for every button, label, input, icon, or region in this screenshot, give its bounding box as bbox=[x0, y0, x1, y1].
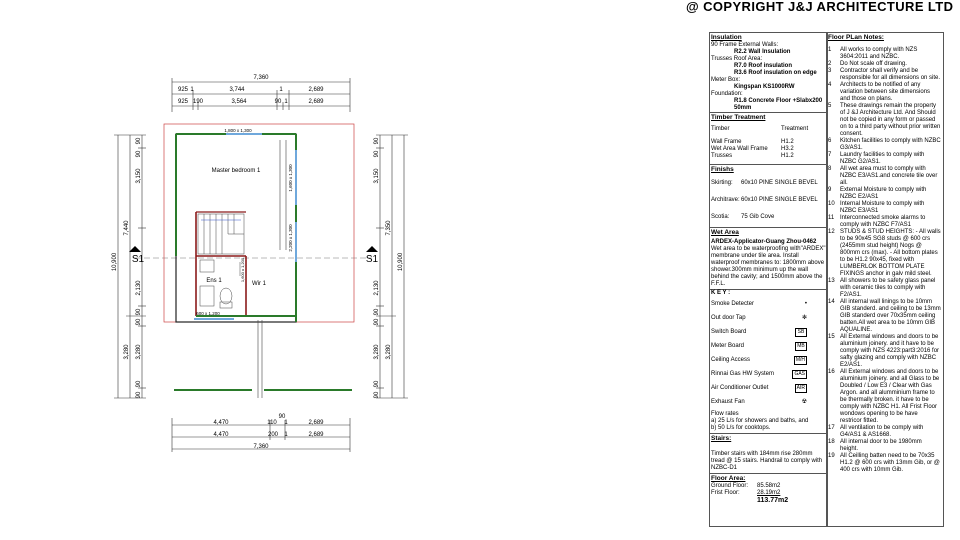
note-item bbox=[827, 439, 943, 453]
note-text: All External windows and doors to be aluminium joinery. and all Glass to be Doubled / Low E3 / Clear with Gas Argon. and all alumminium frame to be thermally broken. it have to be comply with NZBC H1. All Frist Floor wondows opening to be have restricor fitted. bbox=[840, 369, 940, 424]
finishes-title: Finishs bbox=[710, 164, 827, 174]
timber-row-value: H1.2 bbox=[781, 153, 794, 159]
window-label-right-b: 2,200 x 1,300 bbox=[288, 224, 293, 252]
note-text: Do Not scale off drawing. bbox=[840, 61, 907, 67]
room-label-master: Master bedroom 1 bbox=[211, 168, 261, 174]
gas-hw-icon: GAS bbox=[794, 370, 805, 377]
note-number: 11 bbox=[828, 215, 835, 221]
insulation-line: R7.0 Roof insulation bbox=[734, 63, 793, 69]
key-row bbox=[710, 381, 827, 395]
dim-left-part-e: 90 bbox=[136, 308, 142, 316]
key-row bbox=[710, 395, 827, 409]
dim-left-part-g: 3,280 bbox=[136, 344, 142, 360]
note-text: All internal door to be 1980mm height. bbox=[840, 439, 922, 452]
finish-row bbox=[710, 214, 827, 221]
dim-bot-r1-d: 1 bbox=[284, 420, 288, 426]
dim-right-part-e: 90 bbox=[374, 308, 380, 316]
note-item bbox=[827, 278, 943, 299]
flow-rates: Flow rates a) 25 L/s for showers and baths, and b) 50 L/s for cooktops. bbox=[711, 411, 809, 431]
insulation-line: Trusses Roof Area: bbox=[711, 56, 763, 62]
note-item bbox=[827, 201, 943, 215]
dim-left-part-i: 90 bbox=[136, 391, 142, 399]
dim-left-part-d: 2,130 bbox=[136, 280, 142, 296]
window-label-top: 1,800 x 1,300 bbox=[224, 128, 252, 133]
note-number: 5 bbox=[828, 103, 832, 109]
dim-top-r2-a: 925 bbox=[177, 99, 189, 105]
insulation-title: Insulation bbox=[711, 34, 742, 41]
note-text: Laundry facilities to comply with NZBC G2/AS1. bbox=[840, 152, 925, 165]
insulation-line: Kingspan KS1000RW bbox=[734, 84, 795, 90]
wet-area-text: Wet area to be waterproofing with"ARDEX" membrane under tile area. Install waterproof membranes to: 1800mm above shower.300mm minimum up the wall behind the cavity; and 1500mm above the F.F.L. bbox=[711, 246, 826, 287]
dim-right-part-c: 3,150 bbox=[374, 168, 380, 184]
note-text: Internal Moisture to comply with NZBC E3/AS1 bbox=[840, 201, 925, 214]
notes-panel bbox=[826, 32, 944, 527]
timber-title: Timber Treatment bbox=[710, 112, 827, 122]
window-label-ensuite: 600 x 1,200 bbox=[196, 311, 220, 316]
meter-board-icon: MB bbox=[795, 342, 807, 351]
finish-label: Architrave: bbox=[711, 197, 740, 203]
roof-outline bbox=[164, 124, 354, 322]
insulation-line: 50mm bbox=[734, 105, 752, 111]
ensuite-window bbox=[194, 318, 234, 320]
building-walls bbox=[176, 134, 296, 322]
note-item bbox=[827, 215, 943, 229]
note-text: All internal wall linings to be 10mm GIB standerd. and ceiling to be 13mm GIB standerd over 70x35mm ceiling batten.All wet area to be 10mm GIB AQUALINE. bbox=[840, 299, 941, 333]
note-text: Kitchen facilities to comply with NZBC G3/AS1. bbox=[840, 138, 941, 151]
note-number: 1 bbox=[828, 47, 832, 53]
dim-right-part-g: 3,280 bbox=[374, 344, 380, 360]
floor-area-row bbox=[710, 490, 827, 497]
floor-area-value: 85.58m2 bbox=[757, 483, 781, 489]
timber-row bbox=[710, 146, 827, 153]
dim-bot-r1-e: 2,689 bbox=[308, 420, 324, 426]
dim-left-sub-a: 7,440 bbox=[124, 220, 130, 236]
timber-row-value: H1.2 bbox=[781, 139, 794, 145]
exhaust-fan-icon: ☢ bbox=[801, 398, 807, 405]
stairs bbox=[198, 214, 244, 254]
key-label: Meter Board bbox=[711, 342, 745, 349]
key-row bbox=[710, 311, 827, 325]
note-number: 9 bbox=[828, 187, 832, 193]
dim-left-sub-b: 3,280 bbox=[124, 344, 130, 360]
note-number: 2 bbox=[828, 61, 832, 67]
dim-right-sub-a: 7,350 bbox=[386, 220, 392, 236]
dim-bot-r1-c: 90 bbox=[278, 414, 286, 420]
dim-right-part-d: 2,130 bbox=[374, 280, 380, 296]
lower-level-lines bbox=[258, 320, 262, 398]
dim-bot-r2-b: 200 bbox=[267, 432, 279, 438]
dim-right-overall: 10,900 bbox=[398, 252, 404, 272]
note-item bbox=[827, 166, 943, 187]
ensuite-fixtures bbox=[200, 260, 232, 308]
insulation-line: Foundation: bbox=[711, 91, 743, 97]
air-conditioner-icon: AIR bbox=[796, 384, 805, 391]
switch-board-icon: SB bbox=[795, 328, 807, 337]
note-item bbox=[827, 68, 943, 82]
key-row bbox=[710, 339, 827, 353]
note-number: 10 bbox=[828, 201, 835, 207]
note-number: 16 bbox=[828, 369, 835, 375]
note-text: All ventilation to be comply with G4/AS1 & AS1668. bbox=[840, 425, 924, 438]
timber-row bbox=[710, 139, 827, 146]
floor-area-total: 113.77m2 bbox=[757, 497, 789, 504]
dim-top-r2-f: 2,689 bbox=[308, 99, 324, 105]
note-number: 14 bbox=[828, 299, 835, 305]
note-number: 6 bbox=[828, 138, 832, 144]
note-text: All showers to be safety glass panel with ceramic tiles to comply with F2/AS1. bbox=[840, 278, 936, 298]
ceiling-access-icon: M/H bbox=[795, 356, 805, 363]
note-item bbox=[827, 47, 943, 61]
note-text: All works to comply with NZS 3604:2011 and NZBC. bbox=[840, 47, 918, 60]
room-label-ensuite: Ens 1 bbox=[206, 278, 222, 284]
copyright-title: @ COPYRIGHT J&J ARCHITECTURE LTD bbox=[686, 0, 954, 14]
dim-left-part-c: 3,150 bbox=[136, 168, 142, 184]
dim-top-r2-c: 3,564 bbox=[231, 99, 247, 105]
dim-top-r1-c: 3,744 bbox=[229, 87, 245, 93]
dim-top-r2-b: 190 bbox=[192, 99, 204, 105]
insulation-line: Meter Box: bbox=[711, 77, 741, 83]
outdoor-tap-icon: ✻ bbox=[801, 314, 807, 321]
note-item bbox=[827, 138, 943, 152]
section-marker-left bbox=[129, 246, 141, 252]
insulation-line: R2.2 Wall Insulation bbox=[734, 49, 791, 55]
note-number: 7 bbox=[828, 152, 832, 158]
note-item bbox=[827, 82, 943, 103]
note-number: 17 bbox=[828, 425, 835, 431]
dim-right-part-i: 90 bbox=[374, 391, 380, 399]
notes-title: Floor PLan Notes: bbox=[828, 34, 884, 41]
dim-left-part-b: 90 bbox=[136, 150, 142, 158]
dim-top-overall: 7,360 bbox=[253, 75, 269, 81]
dim-left-part-a: 90 bbox=[136, 137, 142, 145]
note-item bbox=[827, 453, 943, 474]
dim-top-r1-a: 925 bbox=[177, 87, 189, 93]
key-label: Smoke Detecter bbox=[711, 300, 755, 307]
section-label-left: S1 bbox=[131, 254, 145, 265]
smoke-detector-icon: • bbox=[804, 300, 807, 307]
key-label: Exhaust Fan bbox=[711, 398, 745, 405]
note-text: These drawings remain the property of J &J Architecture Ltd. And Should not be copied in any form or passed on to a third party without prior written consent. bbox=[840, 103, 941, 137]
dim-top-r1-d: 1 bbox=[279, 87, 283, 93]
timber-head-row bbox=[710, 126, 827, 133]
finish-value: 60x10 PINE SINGLE BEVEL bbox=[741, 180, 818, 186]
finish-label: Skirting: bbox=[711, 180, 733, 186]
dim-left-overall: 10,900 bbox=[112, 252, 118, 272]
timber-row bbox=[710, 153, 827, 160]
note-text: Contractor shall verify and be responsible for all dimensions on site. bbox=[840, 68, 941, 81]
floor-area-total-row bbox=[710, 497, 827, 504]
note-item bbox=[827, 425, 943, 439]
key-label: Switch Board bbox=[711, 328, 747, 335]
finish-value: 60x10 PINE SINGLE BEVEL bbox=[741, 197, 818, 203]
floor-area-row bbox=[710, 483, 827, 490]
stairs-title: Stairs: bbox=[710, 433, 827, 443]
note-number: 8 bbox=[828, 166, 832, 172]
note-item bbox=[827, 229, 943, 278]
floor-area-value: 28.19m2 bbox=[757, 490, 781, 496]
dim-bot-r2-c: 1 bbox=[284, 432, 288, 438]
note-item bbox=[827, 369, 943, 425]
timber-row-label: Wet Area Wall Frame bbox=[711, 146, 768, 152]
floor-area-label: Frist Floor: bbox=[711, 490, 740, 496]
timber-row-value: H3.2 bbox=[781, 146, 794, 152]
wet-area-title: Wet Area bbox=[710, 227, 827, 237]
key-label: Ceiling Access bbox=[711, 356, 751, 363]
note-item bbox=[827, 103, 943, 138]
dim-right-part-a: 90 bbox=[374, 137, 380, 145]
dim-bot-r2-a: 4,470 bbox=[213, 432, 229, 438]
note-number: 12 bbox=[828, 229, 835, 235]
floor-area-label: Ground Floor: bbox=[711, 483, 749, 489]
dim-right-part-h: 90 bbox=[374, 380, 380, 388]
key-row bbox=[710, 325, 827, 339]
stairs-text: Timber stairs with 184mm rise 280mm tread @ 15 stairs. Handrail to comply with NZBC-D1 bbox=[711, 451, 823, 471]
key-label: Rinnai Gas HW System bbox=[711, 370, 775, 377]
key-label: Out door Tap bbox=[711, 314, 746, 321]
note-item bbox=[827, 334, 943, 369]
specs-panel bbox=[709, 32, 828, 527]
dim-left-part-f: 90 bbox=[136, 318, 142, 326]
top-dimensions bbox=[172, 78, 350, 112]
insulation-line: R1.8 Concrete Floor +Slabx200 bbox=[734, 98, 823, 104]
key-label: Air Conditioner Outlet bbox=[711, 384, 769, 391]
note-text: Architects to be notified of any variation between site dimensions and those on plans. bbox=[840, 82, 931, 102]
note-number: 15 bbox=[828, 334, 835, 340]
finish-value: 75 Gib Cove bbox=[741, 214, 775, 220]
dim-bot-r1-a: 4,470 bbox=[213, 420, 229, 426]
dim-bottom-overall: 7,360 bbox=[253, 444, 269, 450]
note-number: 18 bbox=[828, 439, 835, 445]
notes-list bbox=[827, 47, 943, 474]
finish-label: Scotia: bbox=[711, 214, 730, 220]
insulation-list bbox=[710, 42, 827, 112]
note-text: All Ceilling batten need to be 70x35 H1.2 @ 600 crs with 13mm Gib, or @ 400 crs with 10mm Gib. bbox=[840, 453, 940, 473]
dim-top-r2-e: 1 bbox=[284, 99, 288, 105]
dim-right-sub-b: 3,280 bbox=[386, 344, 392, 360]
key-row bbox=[710, 353, 827, 367]
window-label-ensuite-side: 1,600 x 1,200 bbox=[240, 257, 245, 283]
wet-area-applicator: ARDEX-Applicator-Guang Zhou-0462 bbox=[711, 239, 817, 245]
key-title: K E Y : bbox=[710, 289, 827, 297]
note-text: External Moisture to comply with NZBC E2/AS1 bbox=[840, 187, 927, 200]
note-text: Interconnected smoke alarms to comply with NZBC F7/AS1 bbox=[840, 215, 926, 228]
finish-row bbox=[710, 197, 827, 204]
dim-top-r2-d: 90 bbox=[274, 99, 282, 105]
note-number: 3 bbox=[828, 68, 832, 74]
note-item bbox=[827, 299, 943, 334]
dim-top-r1-b: 1 bbox=[190, 87, 194, 93]
window-label-right-a: 1,600 x 1,300 bbox=[288, 164, 293, 192]
note-item bbox=[827, 152, 943, 166]
section-marker-right bbox=[366, 246, 378, 252]
dim-left-part-h: 90 bbox=[136, 380, 142, 388]
note-number: 19 bbox=[828, 453, 835, 459]
room-label-wir: Wir 1 bbox=[252, 281, 266, 287]
note-text: All External windows and doors to be aluminium joinery. and it have to be comply with NZS 4223:part3:2016 for safty glazing and comply with NZBC E2/AS1. bbox=[840, 334, 940, 368]
note-text: All wet area must to comply with NZBC E3/AS1.and concrete tile over all. bbox=[840, 166, 938, 186]
note-number: 13 bbox=[828, 278, 835, 284]
insulation-line: 90 Frame External Walls: bbox=[711, 42, 779, 48]
key-row bbox=[710, 297, 827, 311]
note-text: STUDS & STUD HEIGHTS: - All walls to be 90x45 SG8 studs @ 600 crs (2455mm stud height) Nogs @ 800mm crs (max). - All bottom plates to be H1.2 90x45, fixed with LUMBERLOK BOTTOM PLATE FIXINGS anchor in galv mild steel. bbox=[840, 229, 941, 277]
note-item bbox=[827, 61, 943, 68]
floor-area-title: Floor Area: bbox=[710, 473, 827, 483]
timber-row-label: Trusses bbox=[711, 153, 733, 159]
dim-bot-r1-b: 110 bbox=[267, 420, 277, 426]
dim-top-r1-e: 2,689 bbox=[308, 87, 324, 93]
timber-row-label: Wall Frame bbox=[711, 139, 742, 145]
section-label-right: S1 bbox=[365, 254, 379, 265]
dim-right-part-b: 90 bbox=[374, 150, 380, 158]
dim-right-part-f: 90 bbox=[374, 318, 380, 326]
finish-row bbox=[710, 180, 827, 187]
key-row bbox=[710, 367, 827, 381]
timber-head-col2: Treatment bbox=[781, 126, 809, 132]
insulation-line: R3.6 Roof insulation on edge bbox=[734, 70, 817, 76]
dim-bot-r2-d: 2,689 bbox=[308, 432, 324, 438]
timber-head-col1: Timber bbox=[711, 126, 730, 132]
note-number: 4 bbox=[828, 82, 832, 88]
note-item bbox=[827, 187, 943, 201]
